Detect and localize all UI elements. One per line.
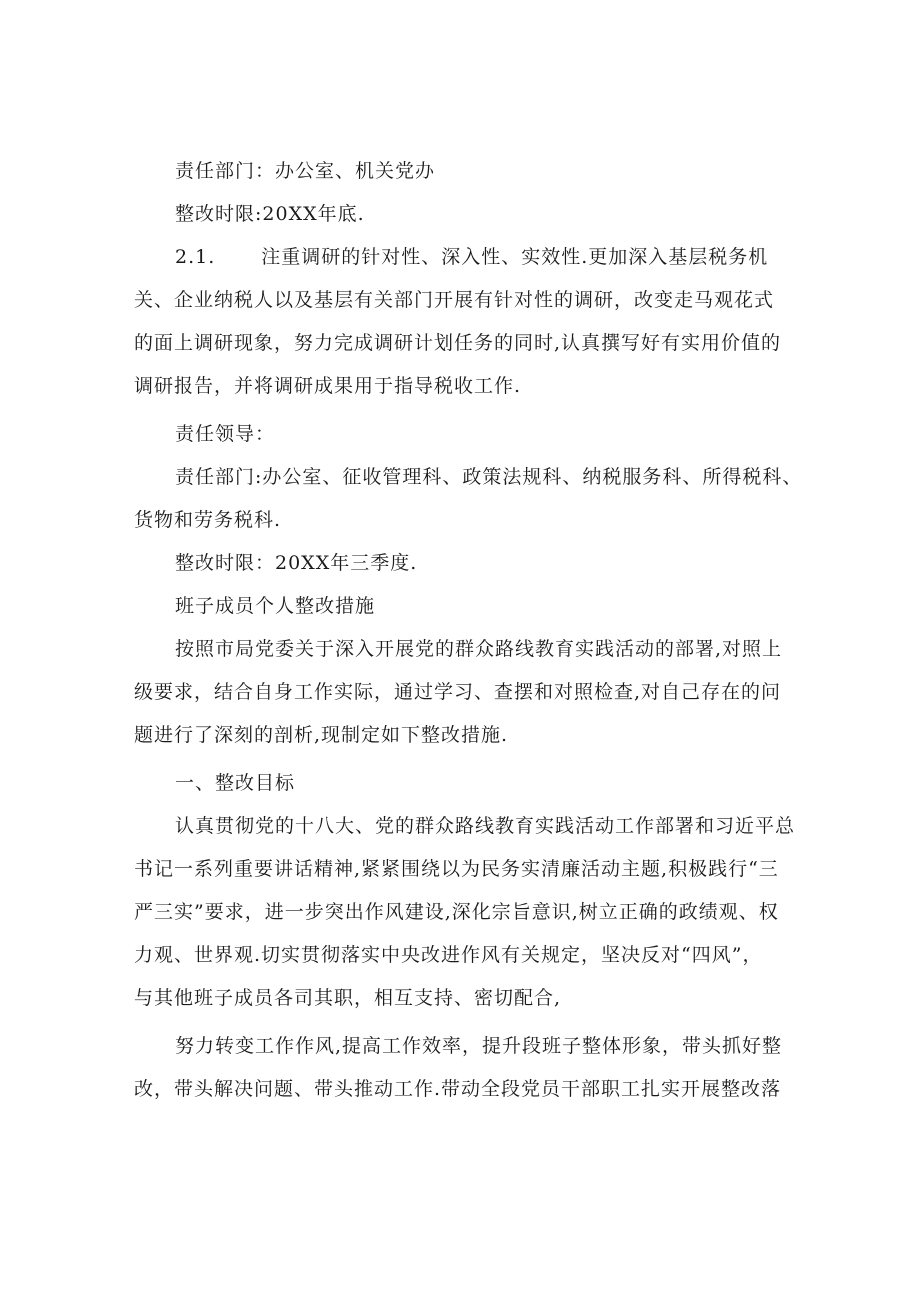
responsible-dept-line-2: 责任部门:办公室、征收管理科、政策法规科、纳税服务科、所得税科、 <box>175 466 803 488</box>
responsible-leader-line: 责任领导： <box>175 423 276 445</box>
paragraph-line: 级要求，结合自身工作实际，通过学习、查摆和对照检查,对自己存在的问 <box>134 681 782 703</box>
paragraph-line: 力观、世界观.切实贯彻落实中央改进作风有关规定，坚决反对“四风”， <box>134 944 763 966</box>
section-heading-goals: 一、整改目标 <box>175 772 296 794</box>
paragraph-line: 关、企业纳税人以及基层有关部门开展有针对性的调研，改变走马观花式 <box>134 289 775 311</box>
paragraph-line: 严三实”要求，进一步突出作风建设,深化宗旨意识,树立正确的政绩观、权 <box>134 901 779 923</box>
paragraph-line: 的面上调研现象，努力完成调研计划任务的同时,认真撰写好有实用价值的 <box>134 332 782 354</box>
responsible-dept-line-1: 责任部门：办公室、机关党办 <box>175 160 436 182</box>
section-heading-personal-measures: 班子成员个人整改措施 <box>175 595 376 617</box>
item-2-1-text: 注重调研的针对性、深入性、实效性.更加深入基层税务机 <box>261 246 769 268</box>
paragraph-line: 题进行了深刻的剖析,现制定如下整改措施. <box>134 724 509 746</box>
item-2-1-first-line <box>175 244 768 270</box>
paragraph-line: 认真贯彻党的十八大、党的群众路线教育实践活动工作部署和习近平总 <box>175 815 796 837</box>
deadline-line-2: 整改时限：20XX年三季度. <box>175 552 418 574</box>
paragraph-line: 改，带头解决问题、带头推动工作.带动全段党员干部职工扎实开展整改落 <box>134 1078 782 1100</box>
paragraph-line: 努力转变工作作风,提高工作效率，提升段班子整体形象，带头抓好整 <box>175 1035 783 1057</box>
item-number: 2.1. <box>175 246 216 268</box>
paragraph-line: 按照市局党委关于深入开展党的群众路线教育实践活动的部署,对照上 <box>175 638 783 660</box>
paragraph-line: 货物和劳务税科. <box>134 509 282 531</box>
paragraph-line: 调研报告，并将调研成果用于指导税收工作. <box>134 375 522 397</box>
deadline-line-1: 整改时限:20XX年底. <box>175 203 365 225</box>
paragraph-line: 与其他班子成员各司其职，相互支持、密切配合, <box>134 987 562 1009</box>
paragraph-line: 书记一系列重要讲话精神,紧紧围绕以为民务实清廉活动主题,积极践行“三 <box>134 858 779 880</box>
